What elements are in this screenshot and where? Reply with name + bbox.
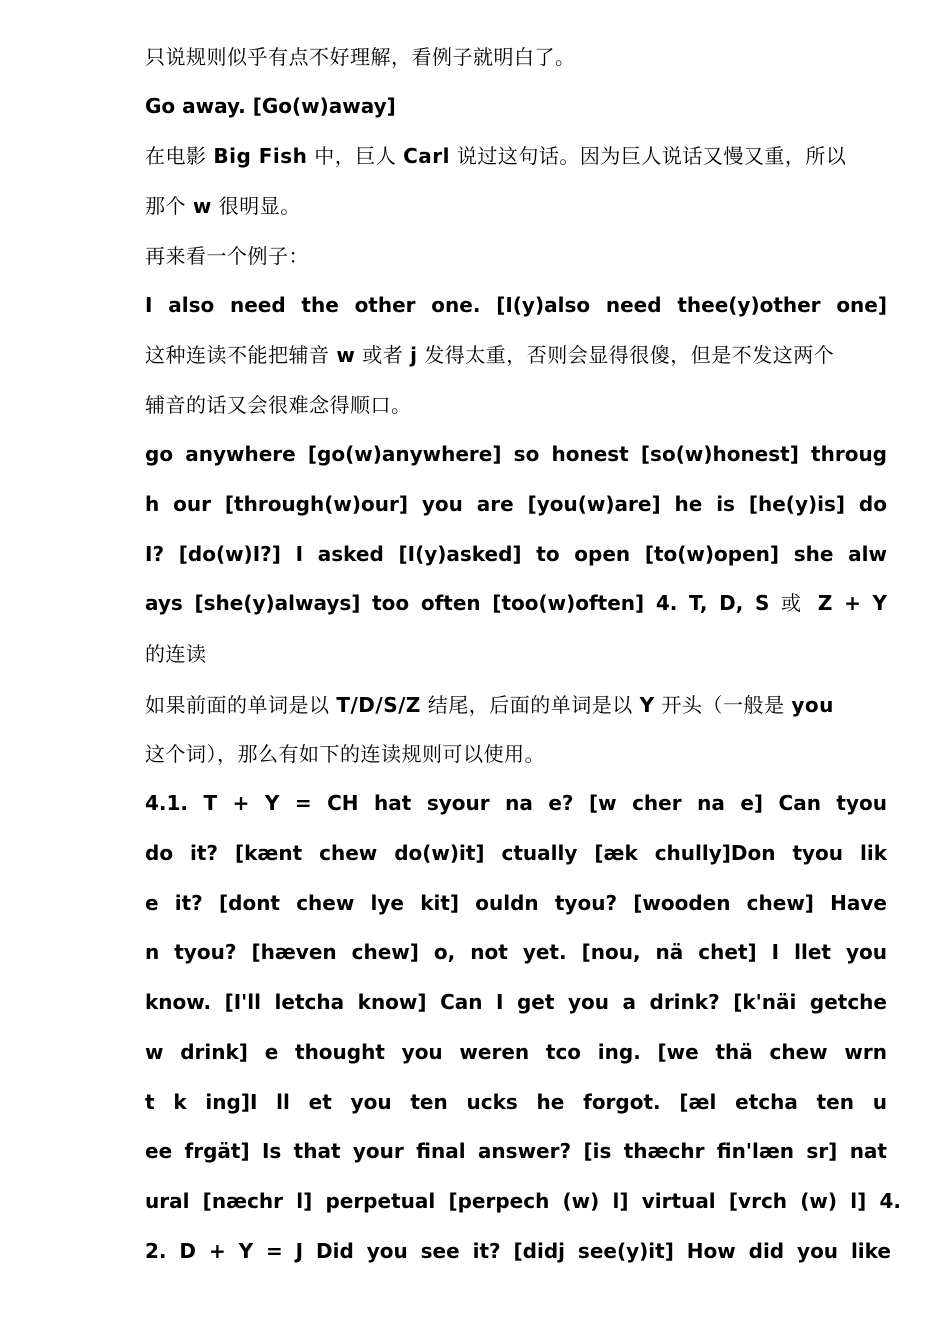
example-line-1: go anywhere [go(w)anywhere] so honest [so(w)honest] throug	[145, 442, 887, 466]
example-i-also-need: I also need the other one. [I(y)also need thee(y)other one]	[145, 293, 887, 317]
text-line-rule-2: 这个词），那么有如下的连读规则可以使用。	[145, 742, 545, 766]
example-line-8: n tyou? [hæven chew] o, not yet. [nou, nä chet] I llet you	[145, 940, 887, 964]
text-line-consonant: 这种连读不能把辅音 w 或者 j 发得太重，否则会显得很傻，但是不发这两个	[145, 343, 835, 367]
text-line-1: 只说规则似乎有点不好理解，看例子就明白了。	[145, 45, 576, 69]
example-go-away: Go away. [Go(w)away]	[145, 94, 396, 118]
example-line-13: ural [næchr l] perpetual [perpech (w) l] virtual [vrch (w) l] 4.	[145, 1189, 901, 1213]
example-line-11: t k ing]I ll et you ten ucks he forgot. [æl etcha ten u	[145, 1090, 887, 1114]
example-line-9: know. [I'll letcha know] Can I get you a drink? [k'näi getche	[145, 990, 887, 1014]
text-line-rule: 如果前面的单词是以 T/D/S/Z 结尾，后面的单词是以 Y 开头（一般是 you	[145, 693, 834, 717]
example-line-5: 4.1. T + Y = CH hat syour na e? [w cher na e] Can tyou	[145, 791, 887, 815]
text-line-another-example: 再来看一个例子：	[145, 244, 309, 268]
example-line-7: e it? [dont chew lye kit] ouldn tyou? [wooden chew] Have	[145, 891, 887, 915]
example-line-2: h our [through(w)our] you are [you(w)are] he is [he(y)is] do	[145, 492, 887, 516]
example-line-10: w drink] e thought you weren tco ing. [we thä chew wrn	[145, 1040, 887, 1064]
example-line-12: ee frgät] Is that your final answer? [is thæchr fin'læn sr] nat	[145, 1139, 887, 1163]
example-line-6: do it? [kænt chew do(w)it] ctually [æk chully]Don tyou lik	[145, 841, 887, 865]
text-line-big-fish: 在电影 Big Fish 中，巨人 Carl 说过这句话。因为巨人说话又慢又重，所以	[145, 144, 847, 168]
text-line-w-obvious: 那个 w 很明显。	[145, 194, 301, 218]
section-title-linking: 的连读	[145, 642, 207, 666]
example-line-14: 2. D + Y = J Did you see it? [didj see(y)it] How did you like	[145, 1239, 891, 1263]
example-line-4: ays [she(y)always] too often [too(w)often] 4. T, D, S 或 Z + Y	[145, 591, 888, 615]
text-line-consonant-2: 辅音的话又会很难念得顺口。	[145, 393, 412, 417]
example-line-3: I? [do(w)I?] I asked [I(y)asked] to open [to(w)open] she alw	[145, 542, 887, 566]
